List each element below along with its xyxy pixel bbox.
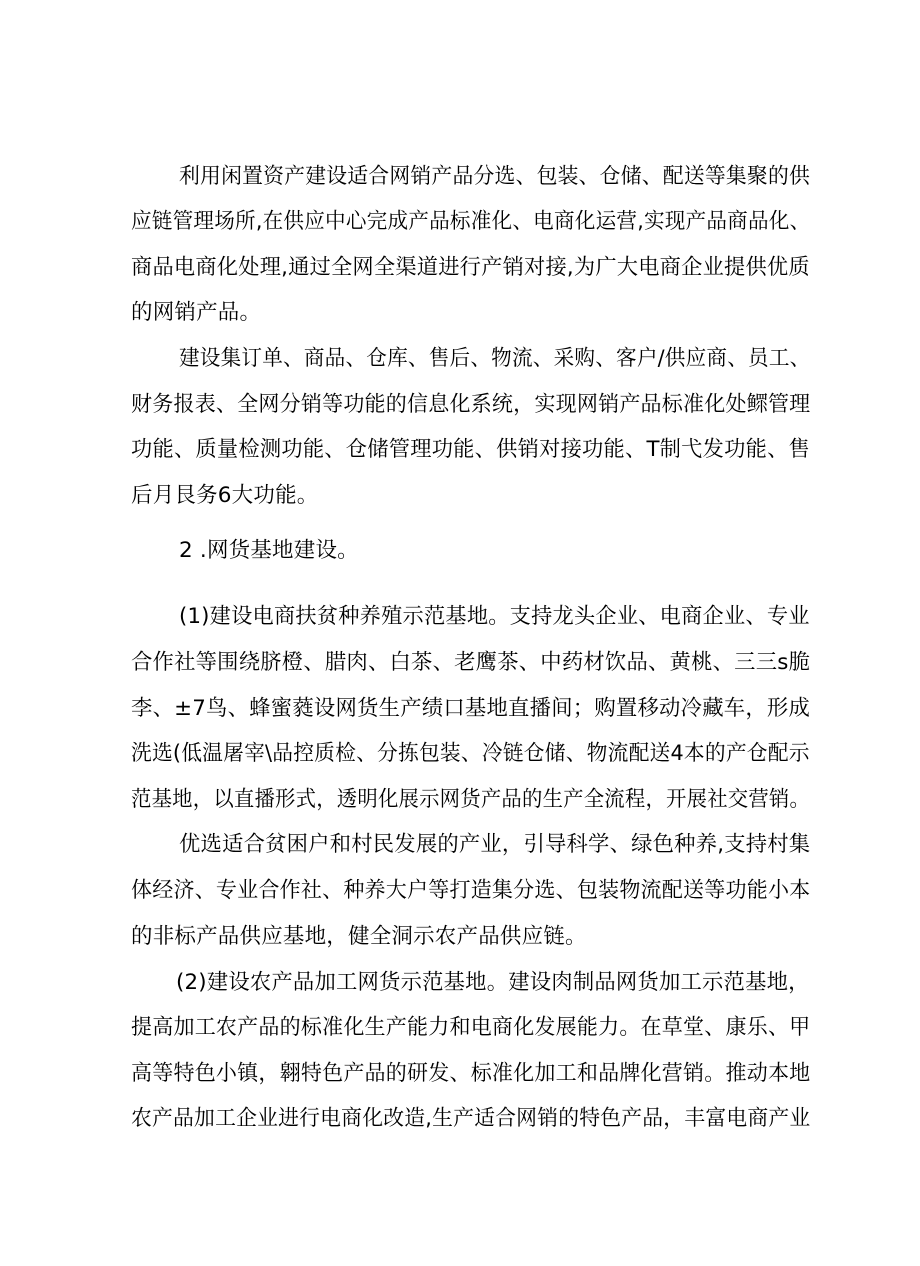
- paragraph-3-line-3: 李、±7鸟、蜂蜜蕤设网货生产绩口基地直播间；购置移动冷藏车，形成: [131, 696, 811, 721]
- paragraph-4-line-2: 体经济、专业合作社、种养大户等打造集分选、包装物流配送等功能小本: [131, 878, 811, 903]
- paragraph-3-line-2: 合作社等围绕脐橙、腊肉、白茶、老鹰茶、中药材饮品、黄桃、三三s脆: [131, 650, 811, 675]
- paragraph-2-line-1: 建设集订单、商品、仓库、售后、物流、采购、客户/供应商、员工、: [179, 346, 811, 371]
- section-heading: 2 .网货基地建设。: [179, 538, 359, 563]
- paragraph-5-line-3: 高等特色小镇，翱特色产品的研发、标准化加工和品牌化营销。推动本地: [131, 1061, 811, 1086]
- paragraph-1-line-4: 的网销产品。: [131, 300, 262, 325]
- paragraph-1-line-2: 应链管理场所,在供应中心完成产品标准化、电商化运营,实现产品商品化、: [131, 209, 811, 234]
- paragraph-3-line-4: 洗选(低温屠宰\品控质检、分拣包装、冷链仓储、物流配送4本的产仓配示: [131, 741, 810, 766]
- paragraph-2-line-3: 功能、质量检测功能、仓储管理功能、供销对接功能、T制弋发功能、售: [131, 437, 811, 462]
- paragraph-1-line-1: 利用闲置资产建设适合网销产品分选、包装、仓储、配送等集聚的供: [179, 164, 811, 189]
- paragraph-3-line-1: (1)建设电商扶贫种养殖示范基地。支持龙头企业、电商企业、专业: [179, 604, 810, 629]
- paragraph-5-line-4: 农产品加工企业进行电商化改造,生产适合网销的特色产品，丰富电商产业: [131, 1106, 811, 1131]
- paragraph-1-line-3: 商品电商化处理,通过全网全渠道进行产销对接,为广大电商企业提供优质: [131, 255, 810, 280]
- paragraph-2-line-2: 财务报表、全网分销等功能的信息化系统，实现网销产品标准化处鳏管理: [131, 392, 811, 417]
- paragraph-2-line-4: 后月艮务6大功能。: [131, 483, 319, 508]
- paragraph-3-line-5: 范基地，以直播形式，透明化展示网货产品的生产全流程，开展社交营销。: [131, 787, 811, 812]
- paragraph-4-line-1: 优选适合贫困户和村民发展的产业，引导科学、绿色种养,支持村集: [179, 832, 811, 857]
- paragraph-5-line-2: 提高加工农产品的标准化生产能力和电商化发展能力。在草堂、康乐、甲: [131, 1015, 811, 1040]
- paragraph-4-line-3: 的非标产品供应基地，健全洞示农产品供应链。: [131, 924, 587, 949]
- paragraph-5-line-1: (2)建设农产品加工网货示范基地。建设肉制品网货加工示范基地，: [176, 970, 810, 995]
